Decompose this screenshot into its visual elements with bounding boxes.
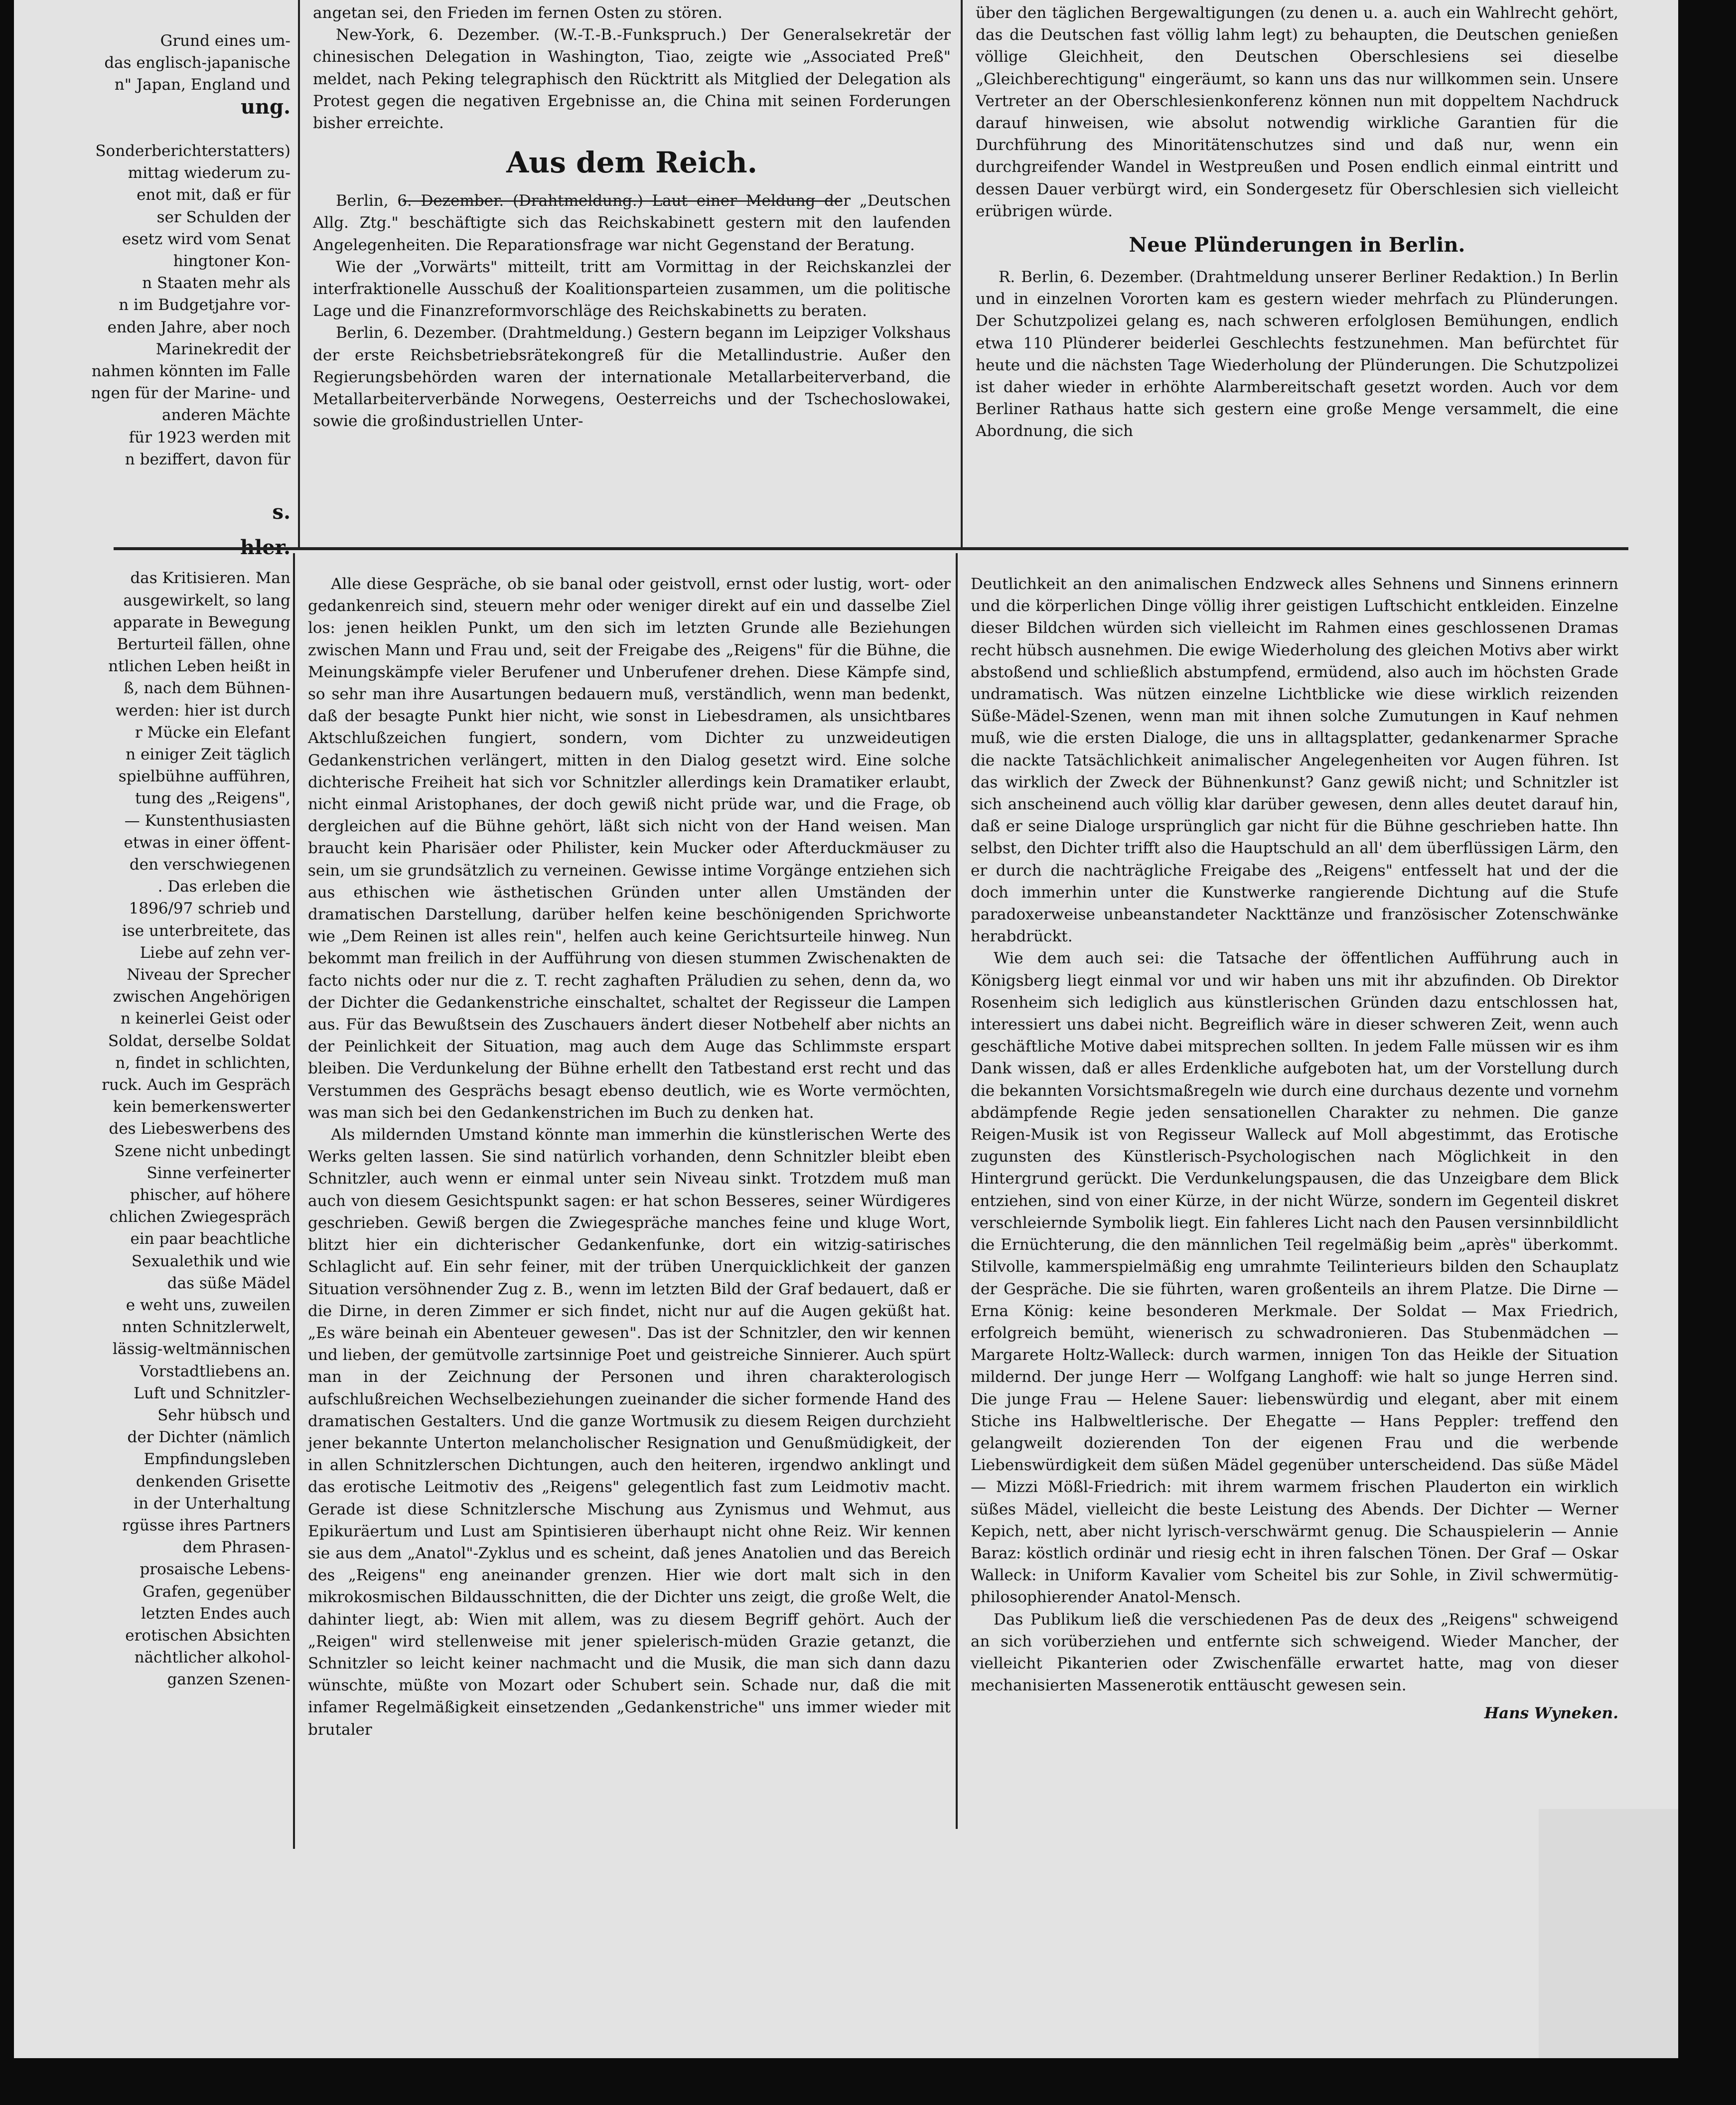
vorwaerts-report: Wie der „Vorwärts" mitteilt, tritt am Vormittag in der Reichskanzlei der interfraktionelle Ausschuß der Koalitionsparteien zusammen, um die politische Lage und die Finanzreformvorschläge des Reichskabinetts zu beraten.	[313, 258, 951, 320]
left-fragment-line: n" Japan, England und	[114, 76, 290, 94]
left-fragment-line: Sexualethik und wie	[131, 1252, 290, 1270]
paper-fold-shadow	[1539, 1809, 1678, 2058]
left-fragment-line: Niveau der Sprecher	[127, 966, 290, 984]
left-fragment-line: den verschwiegenen	[129, 856, 290, 874]
left-fragment-line: ein paar beachtliche	[130, 1230, 290, 1248]
reigen-paragraph-5: Das Publikum ließ die verschiedenen Pas de deux des „Reigens" schweigend an sich vorüberziehen und entfernte sich schweigend. Wieder Mancher, der vielleicht Pikanterien oder Zwischenfälle erwartet hatte, mag von dieser mechanisierten Massenerotik enttäuscht gewesen sein.	[971, 1610, 1618, 1695]
left-fragment-line: prosaische Lebens-	[140, 1560, 290, 1579]
left-fragment-line: rgüsse ihres Partners	[122, 1516, 290, 1535]
column-rule-left-lower	[293, 553, 295, 1849]
left-fragment-line: n beziffert, davon für	[125, 450, 290, 468]
left-fragment-line: e weht uns, zuweilen	[126, 1296, 290, 1315]
left-fragment-line: zwischen Angehörigen	[113, 988, 290, 1006]
left-fragment-line: Szene nicht unbedingt	[114, 1142, 290, 1160]
left-fragment-line: n, findet in schlichten,	[115, 1053, 290, 1072]
left-fragment-line: dem Phrasen-	[182, 1538, 290, 1557]
headline-pluenderungen: Neue Plünderungen in Berlin.	[1129, 233, 1465, 257]
left-fragment-line: mittag wiederum zu-	[128, 164, 290, 182]
left-fragment-line: . Das erleben die	[157, 878, 290, 896]
section-title-aus-dem-reich: Aus dem Reich.	[506, 146, 757, 180]
left-fragment-line: esetz wird vom Senat	[122, 230, 290, 248]
left-fragment-line: ser Schulden der	[156, 208, 290, 226]
left-fragment-line: phischer, auf höhere	[130, 1186, 290, 1204]
left-fragment-line: Sinne verfeinerter	[146, 1164, 290, 1182]
left-fragment-line: Soldat, derselbe Soldat	[108, 1032, 290, 1050]
left-fragment-line: Grafen, gegenüber	[143, 1582, 290, 1601]
left-fragment-line: ß, nach dem Bühnen-	[124, 679, 290, 698]
reigen-paragraph-4: Wie dem auch sei: die Tatsache der öffentlichen Aufführung auch in Königsberg liegt einmal vor und wir haben uns mit ihr abzufinden. Ob Direktor Rosenheim sich lediglich aus künstlerischen Gründen dazu entschlossen hat, interessiert uns dabei nicht. Begreiflich wäre in dieser schweren Zeit, wenn auch geschäftliche Motive dabei mitsprechen sollten. In jedem Falle müssen wir es ihm Dank wissen, daß er alles Erdenkliche aufgeboten hat, um der Vorstellung durch die bekannten Vorsichtsmaßregeln wie durch eine durchaus dezente und vornehm abdämpfende Regie jeden sensationellen Charakter zu nehmen. Die ganze Reigen-Musik ist von Regisseur Walleck auf Moll abgestimmt, das Erotische zugunsten des Künstlerisch-Psychologischen nach Möglichkeit in den Hintergrund gerückt. Die Verdunkelungspausen, die das Unzeigbare dem Blick entziehen, sind von einer Kürze, in der nicht Würze, sondern im Gegenteil diskret verschleiernde Symbolik liegt. Ein fahleres Licht nach den Pausen versinnbildlicht die Ernüchterung, die den männlichen Teil regelmäßig beim „après" überkommt. Stilvolle, kammerspielmäßig eng umrahmte Teilinterieurs bilden den Schauplatz der Gespräche. Die sie führten, waren großenteils an ihrem Platze. Die Dirne — Erna König: keine besonderen Merkmale. Der Soldat — Max Friedrich, erfolgreich bemüht, wienerisch zu schwadronieren. Das Stubenmädchen — Margarete Holtz-Walleck: durch warmen, innigen Ton das Heikle der Situation mildernd. Der junge Herr — Wolfgang Langhoff: wie halt so junge Herren sind. Die junge Frau — Helene Sauer: liebenswürdig und elegant, aber mit einem Stiche ins Halbweltlerische. Der Ehegatte — Hans Peppler: treffend den gelangweilt dozierenden Ton der eigenen Frau und die werbende Liebenswürdigkeit dem süßen Mädel gegenüber unterscheidend. Das süße Mädel — Mizzi Mößl-Friedrich: mit ihrem warmem frischen Plauderton ein wirklich süßes Mädel, vielleicht die beste Leistung des Abends. Der Dichter — Werner Kepich, nett, aber nicht lyrisch-verschwärmt genug. Die Schauspielerin — Annie Baraz: köstlich ordinär und riesig echt in ihren falschen Tönen. Der Graf — Oskar Walleck: in Uniform Kavalier vom Scheitel bis zur Sohle, in Zivil schwermütig-philosophierender Anatol-Mensch.	[971, 949, 1618, 1607]
left-fragment-line: ngen für der Marine- und	[91, 384, 290, 403]
left-fragment-line: lässig-weltmännischen	[113, 1340, 290, 1358]
left-fragment-line: n keinerlei Geist oder	[121, 1010, 290, 1028]
left-fragment-line: apparate in Bewegung	[113, 613, 290, 631]
reigen-paragraph-2: Als mildernden Umstand könnte man immerhin die künstlerischen Werte des Werks gelten lassen. Sie sind natürlich vorhanden, denn Schnitzler bleibt eben Schnitzler, auch wenn er einmal unter sein Niveau sinkt. Trotzdem muß man auch von diesem Gesichtspunkt sagen: er hat schon Besseres, seiner Würdigeres geschrieben. Gewiß bergen die Zwiegespräche manches feine und kluge Wort, blitzt hier ein dichterischer Gedankenfunke, dort ein witzig-satirisches Schlaglicht auf. Ein sehr feiner, mit der trüben Unerquicklichkeit der ganzen Situation versöhnender Zug z. B., wenn im letzten Bild der Graf bedauert, daß er die Dirne, in deren Zimmer er sich findet, nicht nur auf die Augen geküßt hat. „Es wäre beinah ein Abenteuer gewesen". Das ist der Schnitzler, den wir kennen und lieben, der gemütvolle zartsinnige Poet und geistreiche Sinnierer. Auch spürt man in der Zeichnung der Personen und ihren charakterologisch aufschlußreichen Wechselbeziehungen zueinander die sicher formende Hand des dramatischen Gestalters. Und die ganze Wortmusik zu diesem Reigen durchzieht jener bekannte Unterton melancholischer Resignation und Genußmüdigkeit, der in allen Schnitzlerschen Dichtungen, auch den heiteren, irgendwo anklingt und das erotische Leitmotiv des „Reigens" gelegentlich fast zum Leidmotiv macht. Gerade ist diese Schnitzlersche Mischung aus Zynismus und Wehmut, aus Epikuräertum und Lust am Spintisieren überhaupt nicht ohne Reiz. Wir kennen sie aus dem „Anatol"-Zyklus und es scheint, daß jenes Anatolien und das Bereich des „Reigens" eng aneinander grenzen. Hier wie dort malt sich in den mikrokosmischen Bildausschnitten, die der Dichter uns zeigt, die große Welt, die dahinter liegt, ab: Wien mit allem, was zu diesem Begriff gehört. Auch der „Reigen" wird stellenweise mit jener spielerisch-müden Grazie getanzt, die Schnitzler so leicht keiner nachmacht und die Musik, die man sich dann dazu wünschte, müßte von Mozart oder Schubert sein. Schade nur, daß die mit infamer Regelmäßigkeit einsetzenden „Gedankenstriche" uns immer wieder mit brutaler	[308, 1126, 951, 1739]
lower-right-column	[971, 573, 1618, 1725]
left-fragment-line: das süße Mädel	[167, 1274, 290, 1292]
left-fragment-line: ntlichen Leben heißt in	[108, 657, 290, 676]
left-fragment-line: Empfindungsleben	[144, 1450, 290, 1469]
left-fragment-line: r Mücke ein Elefant	[135, 723, 290, 742]
oberschlesien-paragraph: über den täglichen Bergewaltigungen (zu denen u. a. auch ein Wahlrecht gehört, das die Deutschen fast völlig lahm legt) zu behaupten, die Deutschen genießen völlige Gleichheit, den Deutschen Oberschlesiens sei dieselbe „Gleichberechtigung" eingeräumt, so kann uns das nur willkommen sein. Unsere Vertreter an der Oberschlesienkonferenz können nun mit doppeltem Nachdruck darauf hinweisen, wie absolut notwendig wirkliche Garantien für die Durchführung des Minoritätenschutzes sind und daß nur, wenn ein durchgreifender Wandel in Westpreußen und Posen endlich einmal eintritt und dessen Dauer verbürgt wird, ein Sondergesetz für Oberschlesien sich vielleicht erübrigen würde.	[976, 4, 1618, 220]
left-fragment-line: 1896/97 schrieb und	[129, 900, 290, 918]
left-fragment-line: Grund eines um-	[160, 32, 290, 50]
left-fragment-line: das englisch-japanische	[104, 54, 290, 72]
scan-border-left	[0, 0, 15, 2105]
left-fragment-line: n im Budgetjahre vor-	[119, 296, 290, 314]
berlin-report-1: Berlin, 6. Dezember. (Drahtmeldung.) Laut einer Meldung der „Deutschen Allg. Ztg." beschäftigte sich das Reichskabinett gestern mit den laufenden Angelegenheiten. Die Reparationsfrage war nicht Gegenstand der Beratung.	[313, 192, 951, 254]
berlin-report-2: Berlin, 6. Dezember. (Drahtmeldung.) Gestern begann im Leipziger Volkshaus der erste Reichsbetriebsrätekongreß für die Metallindustrie. Außer den Regierungsbehörden waren der internationale Metallarbeiterverband, die Metallarbeiterverbände Norwegens, Oesterreichs und der Tschechoslowakei, sowie die großindustriellen Unter-	[313, 324, 951, 431]
left-fragment-line: letzten Endes auch	[141, 1604, 290, 1623]
left-fragment-line: Sonderberichterstatters)	[95, 142, 290, 160]
left-fragment-line: Sehr hübsch und	[157, 1406, 290, 1425]
left-fragment-line: chlichen Zwiegespräch	[109, 1208, 290, 1226]
newspaper-page	[14, 0, 1678, 2058]
left-fragment-line: spielbühne aufführen,	[118, 767, 290, 786]
left-fragment-line: der Dichter (nämlich	[127, 1428, 290, 1447]
left-fragment-line: ung.	[240, 95, 290, 119]
pluenderungen-report: R. Berlin, 6. Dezember. (Drahtmeldung unserer Berliner Redaktion.) In Berlin und in einzelnen Vororten kam es gestern wieder mehrfach zu Plünderungen. Der Schutzpolizei gelang es, nach schweren erfolglosen Bemühungen, endlich etwa 110 Plünderer beiderlei Geschlechts festzunehmen. Man befürchtet für heute und die nächsten Tage Wiederholung der Plünderungen. Die Schutzpolizei ist daher wieder in erhöhte Alarmbereitschaft gesetzt worden. Auch vor dem Berliner Rathaus hatte sich gestern eine große Menge versammelt, die eine Abordnung, die sich	[976, 268, 1618, 441]
left-fragment-line: Luft und Schnitzler-	[134, 1384, 290, 1402]
left-fragment-line: nnten Schnitzlerwelt,	[122, 1318, 290, 1337]
section-divider-rule	[114, 547, 1628, 550]
reigen-paragraph-1: Alle diese Gespräche, ob sie banal oder geistvoll, ernst oder lustig, wort- oder gedankenreich sind, steuern mehr oder weniger direkt auf ein und dasselbe Ziel los: jenen heiklen Punkt, um den sich im letzten Grunde alle Beziehungen zwischen Mann und Frau und, seit der Freigabe des „Reigens" für die Bühne, die Meinungskämpfe vieler Berufener und Unberufener drehen. Diese Kämpfe sind, so sehr man ihre Ausartungen bedauern muß, verständlich, wenn man bedenkt, daß der besagte Punkt hier nicht, wie sonst in Liebesdramen, als unsichtbares Aktschlußzeichen fungiert, sondern, vom Dichter zu unzweideutigen Gedankenstrichen verlängert, mitten in den Dialog gesetzt wird. Eine solche dichterische Freiheit hat sich vor Schnitzler allerdings kein Dramatiker erlaubt, nicht einmal Aristophanes, der doch gewiß nicht prüde war, und die Frage, ob dergleichen auf die Bühne gehört, läßt sich nicht von der Hand weisen. Man braucht kein Pharisäer oder Philister, kein Mucker oder Afterduckmäuser zu sein, um sie grundsätzlich zu verneinen. Gewisse intime Vorgänge entziehen sich aus ethischen wie ästhetischen Gründen unter allen Umständen der dramatischen Darstellung, darüber helfen keine beschönigenden Sprichworte wie „Dem Reinen ist alles rein", helfen auch keine Gerichtsurteile hinweg. Nun bekommt man freilich in der Aufführung von diesen stummen Zwischenakten de facto nichts oder nur die z. T. recht zaghaften Präludien zu sehen, denn da, wo der Dichter die Gedankenstriche einschaltet, schaltet der Regisseur die Lampen aus. Für das Bewußtsein des Zuschauers ändert dieser Notbehelf aber nichts an der Peinlichkeit der Situation, mag auch dem Auge das Schlimmste erspart bleiben. Die Verdunkelung der Bühne erhellt den Tatbestand erst recht und das Verstummen des Gesprächs besagt ebenso deutlich, wie es Worte vermöchten, was man sich bei den Gedankenstrichen im Buch zu denken hat.	[308, 575, 951, 1122]
upper-right-column	[976, 2, 1618, 443]
left-fragment-line: Berturteil fällen, ohne	[117, 635, 290, 654]
left-fragment-line: kein bemerkenswerter	[113, 1098, 290, 1116]
left-fragment-line: Vorstadtliebens an.	[140, 1362, 290, 1380]
left-fragment-line: für 1923 werden mit	[129, 428, 290, 447]
left-fragment-line: in der Unterhaltung	[134, 1494, 290, 1512]
left-fragment-line: denkenden Grisette	[136, 1472, 290, 1491]
lower-middle-column	[308, 573, 951, 1741]
left-fragment-line: enot mit, daß er für	[137, 186, 290, 204]
left-fragment-line: n einiger Zeit täglich	[126, 746, 290, 764]
left-fragment-line: s.	[272, 500, 290, 524]
left-fragment-line: ganzen Szenen-	[167, 1670, 290, 1689]
left-fragment-line: des Liebeswerbens des	[109, 1120, 290, 1138]
left-fragment-line: n Staaten mehr als	[142, 274, 290, 293]
left-fragment-line: tung des „Reigens",	[135, 789, 290, 808]
left-fragment-line: ise unterbreitete, das	[122, 921, 290, 940]
reigen-paragraph-3: Deutlichkeit an den animalischen Endzweck alles Sehnens und Sinnens erinnern und die körperlichen Dinge völlig ihrer geistigen Luftschicht entkleiden. Einzelne dieser Bildchen würden sich vielleicht im Rahmen eines geschlossenen Dramas recht hübsch ausnehmen. Die ewige Wiederholung des gleichen Motivs aber wirkt abstoßend und schließlich abstumpfend, ermüdend, also auch im höchsten Grade undramatisch. Was nützen einzelne Lichtblicke wie diese wirklich reizenden Süße-Mädel-Szenen, wenn man mit ihnen solche Zumutungen in Kauf nehmen muß, wie die ersten Dialoge, die uns in alltagsplatter, gedankenarmer Sprache die nackte Tatsächlichkeit animalischer Angelegenheiten vor Augen führen. Ist das wirklich der Zweck der Bühnenkunst? Ganz gewiß nicht; und Schnitzler ist sich anscheinend auch völlig klar darüber gewesen, denn alles deutet darauf hin, daß er seine Dialoge ursprünglich gar nicht für die Bühne geschrieben hatte. Ihn selbst, den Dichter trifft also die Hauptschuld an all' dem überflüssigen Lärm, den er durch die nachträgliche Freigabe des „Reigens" entfesselt hat und der die doch immerhin unter die Kunstwerke rangierende Dichtung auf die Stufe paradoxerweise unbeanstandeter Nackttänze und französischer Zotenschwänke herabdrückt.	[971, 575, 1618, 946]
left-fragment-line: nächtlicher alkohol-	[134, 1649, 290, 1667]
left-fragment-line: ausgewirkelt, so lang	[123, 591, 290, 609]
left-fragment-line: nahmen könnten im Falle	[91, 362, 290, 380]
left-fragment-line: hingtoner Kon-	[173, 252, 290, 270]
left-fragment-line: etwas in einer öffent-	[124, 833, 290, 852]
left-fragment-line: enden Jahre, aber noch	[107, 318, 290, 336]
left-fragment-line: das Kritisieren. Man	[130, 569, 290, 588]
left-fragment-line: — Kunstenthusiasten	[124, 811, 290, 830]
left-fragment-line: erotischen Absichten	[125, 1627, 290, 1645]
left-fragment-line: ruck. Auch im Gespräch	[102, 1076, 290, 1094]
left-fragment-line: Liebe auf zehn ver-	[140, 943, 290, 962]
left-fragment-line: Marinekredit der	[155, 340, 290, 358]
upper-middle-column	[313, 2, 951, 432]
left-fragment-line: werden: hier ist durch	[115, 701, 290, 720]
column-rule-left-upper	[298, 0, 300, 548]
lead-line: angetan sei, den Frieden im fernen Osten zu stören.	[313, 4, 723, 22]
left-fragment-line: anderen Mächte	[162, 406, 290, 425]
column-rule-right-lower	[956, 553, 958, 1829]
column-rule-right-upper	[961, 0, 963, 548]
newyork-report: New-York, 6. Dezember. (W.-T.-B.-Funkspruch.) Der Generalsekretär der chinesischen Delegation in Washington, Tiao, zeigte wie „Associated Preß" meldet, nach Peking telegraphisch den Rücktritt als Mitglied der Delegation als Protest gegen die negativen Ergebnisse an, die China mit seinen Forderungen bisher erreichte.	[313, 26, 951, 133]
author-signature: Hans Wyneken.	[1484, 1704, 1618, 1723]
